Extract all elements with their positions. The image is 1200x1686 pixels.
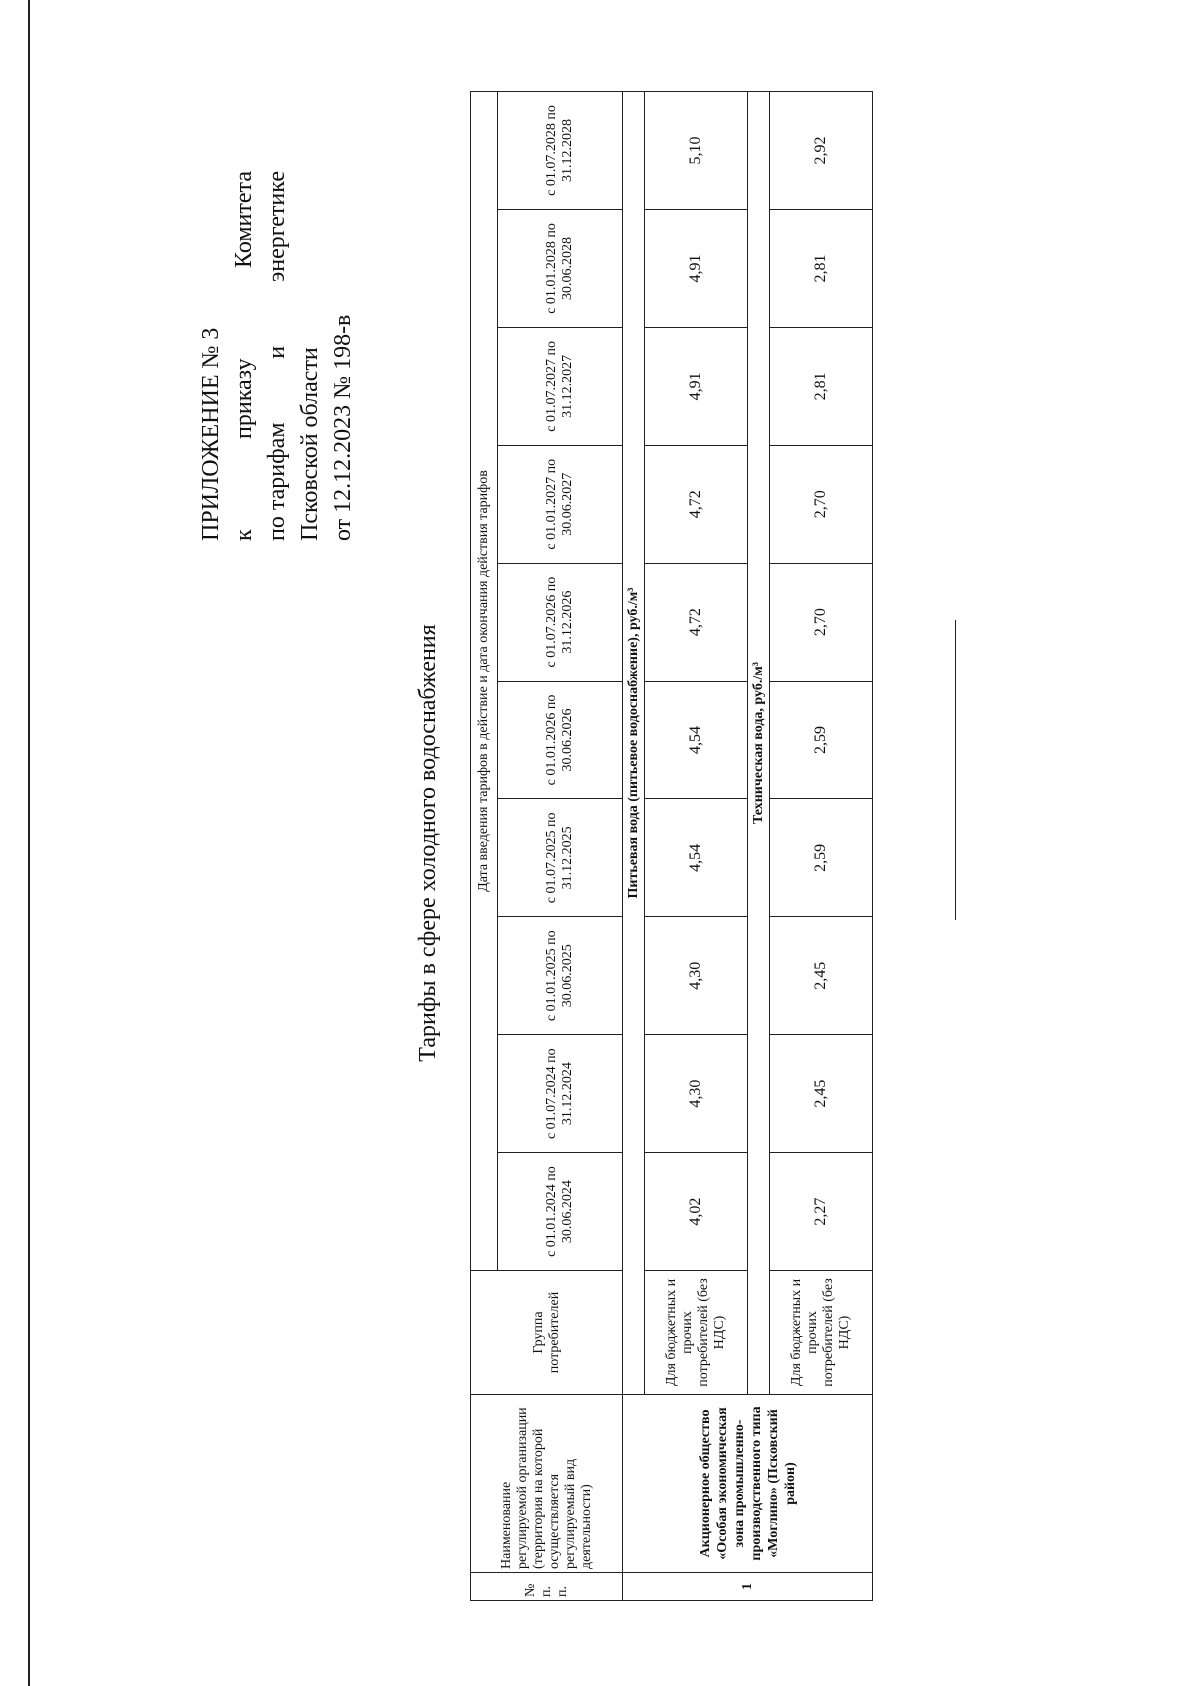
tariff-value: 4,30 (645, 917, 748, 1035)
header-org: Наименование регулируемой организации (территория на которой осуществляется регулируемый вид деятельности) (471, 1395, 623, 1573)
tariff-value: 2,92 (770, 92, 873, 210)
tariff-value: 4,72 (645, 563, 748, 681)
tariff-value: 2,45 (770, 917, 873, 1035)
period-header: с 01.07.2026 по 31.12.2026 (498, 563, 623, 681)
table-header-row (471, 92, 498, 1601)
header-no: № п. п. (471, 1573, 623, 1601)
period-header: с 01.01.2026 по 30.06.2026 (498, 681, 623, 799)
section-drinking-row (623, 92, 645, 1601)
appendix-line-2: к приказу Комитета (231, 171, 257, 541)
tariff-value: 2,45 (770, 1035, 873, 1153)
tariff-value: 2,70 (770, 563, 873, 681)
row-number: 1 (623, 1573, 873, 1601)
section-drinking-label: Питьевая вода (питьевое водоснабжение), руб./м³ (623, 92, 645, 1395)
period-header: с 01.07.2027 по 31.12.2027 (498, 327, 623, 445)
appendix-title: ПРИЛОЖЕНИЕ № 3 (198, 327, 224, 541)
tariff-value: 4,54 (645, 681, 748, 799)
section-technical-label: Техническая вода, руб./м³ (748, 92, 770, 1395)
table-row (770, 92, 873, 1601)
header-group: Группа потребителей (471, 1271, 623, 1395)
header-dates: Дата введения тарифов в действие и дата окончания действия тарифов (471, 92, 498, 1271)
scan-line-mark (955, 620, 956, 920)
period-header: с 01.01.2028 по 30.06.2028 (498, 209, 623, 327)
appendix-line-5: от 12.12.2023 № 198-в (330, 314, 356, 541)
tariff-value: 2,59 (770, 681, 873, 799)
consumer-group: Для бюджетных и прочих потребителей (без НДС) (770, 1271, 873, 1395)
tariff-value: 4,91 (645, 327, 748, 445)
tariff-value: 2,27 (770, 1153, 873, 1271)
appendix-block (195, 171, 360, 541)
period-header: с 01.07.2028 по 31.12.2028 (498, 92, 623, 210)
consumer-group: Для бюджетных и прочих потребителей (без НДС) (645, 1271, 748, 1395)
tariff-value: 2,81 (770, 327, 873, 445)
section-technical-row (748, 92, 770, 1601)
tariff-value: 2,59 (770, 799, 873, 917)
period-header: с 01.07.2025 по 31.12.2025 (498, 799, 623, 917)
tariff-value: 4,30 (645, 1035, 748, 1153)
tariff-value: 4,72 (645, 445, 748, 563)
tariff-value: 5,10 (645, 92, 748, 210)
appendix-line-4: Псковской области (297, 347, 323, 541)
document-title: Тарифы в сфере холодного водоснабжения (415, 624, 441, 1062)
table-row (645, 92, 748, 1601)
tariff-value: 4,54 (645, 799, 748, 917)
tariff-value: 2,70 (770, 445, 873, 563)
tariff-table (470, 91, 873, 1601)
period-header: с 01.01.2024 по 30.06.2024 (498, 1153, 623, 1271)
tariff-value: 2,81 (770, 209, 873, 327)
tariff-value: 4,02 (645, 1153, 748, 1271)
tariff-value: 4,91 (645, 209, 748, 327)
period-header: с 01.01.2027 по 30.06.2027 (498, 445, 623, 563)
period-header: с 01.07.2024 по 31.12.2024 (498, 1035, 623, 1153)
organization-name: Акционерное общество «Особая экономическая зона промышленно-производственного типа «Моглино» (Псковский район) (623, 1395, 873, 1573)
period-header: с 01.01.2025 по 30.06.2025 (498, 917, 623, 1035)
appendix-line-3: по тарифам и энергетике (264, 171, 290, 541)
